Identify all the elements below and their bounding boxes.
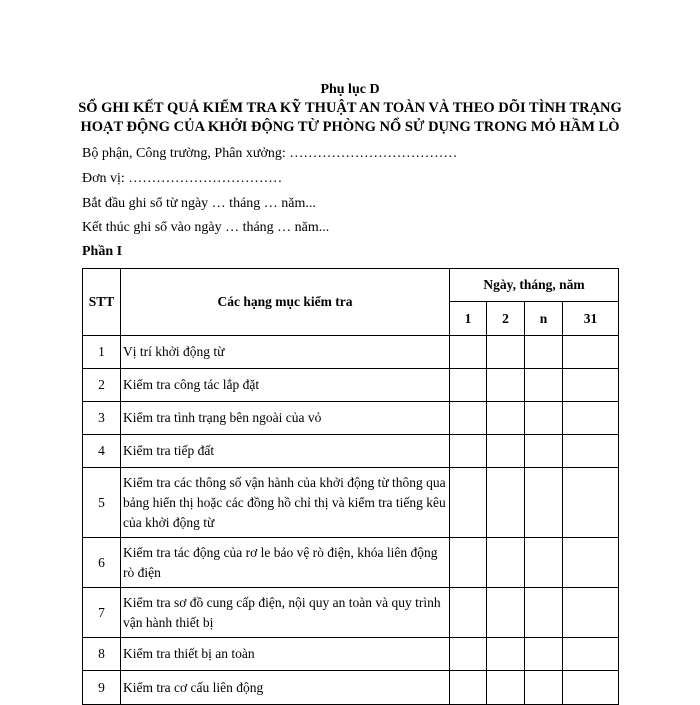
table-row — [83, 435, 619, 468]
table-row — [83, 336, 619, 369]
row-number: 2 — [83, 369, 121, 402]
check-cell[interactable] — [487, 638, 525, 671]
check-cell[interactable] — [450, 671, 487, 705]
table-row — [83, 671, 619, 705]
check-cell[interactable] — [563, 435, 619, 468]
check-cell[interactable] — [525, 435, 563, 468]
check-cell[interactable] — [563, 638, 619, 671]
header-day-31: 31 — [563, 302, 619, 336]
check-cell[interactable] — [525, 638, 563, 671]
title-line-1: SỔ GHI KẾT QUẢ KIỂM TRA KỸ THUẬT AN TOÀN VÀ THEO DÕI TÌNH TRẠNG — [78, 100, 622, 116]
table-row — [83, 588, 619, 638]
check-cell[interactable] — [525, 369, 563, 402]
row-item: Vị trí khởi động từ — [121, 336, 450, 369]
table-row — [83, 369, 619, 402]
row-number: 6 — [83, 538, 121, 588]
check-cell[interactable] — [450, 468, 487, 538]
appendix-label: Phụ lục D — [320, 82, 380, 97]
check-cell[interactable] — [563, 538, 619, 588]
row-item: Kiểm tra tiếp đất — [121, 435, 450, 468]
end-date-field: Kết thúc ghi sổ vào ngày … tháng … năm... — [82, 220, 330, 235]
check-cell[interactable] — [525, 336, 563, 369]
check-cell[interactable] — [563, 369, 619, 402]
check-cell[interactable] — [487, 402, 525, 435]
check-cell[interactable] — [450, 369, 487, 402]
section-heading: Phần I — [82, 244, 123, 259]
check-cell[interactable] — [487, 369, 525, 402]
row-item: Kiểm tra tình trạng bên ngoài của vỏ — [121, 402, 450, 435]
check-cell[interactable] — [563, 588, 619, 638]
row-number: 9 — [83, 671, 121, 705]
table-row — [83, 402, 619, 435]
check-cell[interactable] — [563, 468, 619, 538]
row-number: 7 — [83, 588, 121, 638]
table-row — [83, 538, 619, 588]
check-cell[interactable] — [487, 671, 525, 705]
check-cell[interactable] — [525, 402, 563, 435]
check-cell[interactable] — [563, 671, 619, 705]
row-item: Kiểm tra cơ cấu liên động — [121, 671, 450, 705]
row-number: 5 — [83, 468, 121, 538]
check-cell[interactable] — [487, 435, 525, 468]
header-stt: STT — [83, 269, 121, 336]
row-item: Kiểm tra sơ đồ cung cấp điện, nội quy an toàn và quy trình vận hành thiết bị — [121, 588, 450, 638]
start-date-field: Bắt đầu ghi sổ từ ngày … tháng … năm... — [82, 196, 316, 211]
check-cell[interactable] — [525, 671, 563, 705]
row-number: 4 — [83, 435, 121, 468]
header-day-2: 2 — [487, 302, 525, 336]
check-cell[interactable] — [450, 435, 487, 468]
check-cell[interactable] — [525, 468, 563, 538]
check-cell[interactable] — [450, 538, 487, 588]
header-date-group: Ngày, tháng, năm — [450, 269, 619, 302]
row-number: 3 — [83, 402, 121, 435]
document-title — [0, 99, 700, 137]
department-field: Bộ phận, Công trường, Phân xưởng: ……………………………… — [82, 146, 458, 161]
check-cell[interactable] — [487, 336, 525, 369]
row-number: 8 — [83, 638, 121, 671]
check-cell[interactable] — [450, 336, 487, 369]
title-line-2: HOẠT ĐỘNG CỦA KHỞI ĐỘNG TỪ PHÒNG NỔ SỬ DỤNG TRONG MỎ HẦM LÒ — [80, 119, 620, 135]
inspection-table — [82, 268, 619, 705]
check-cell[interactable] — [487, 538, 525, 588]
row-item: Kiểm tra công tác lắp đặt — [121, 369, 450, 402]
header-day-1: 1 — [450, 302, 487, 336]
check-cell[interactable] — [450, 402, 487, 435]
check-cell[interactable] — [563, 336, 619, 369]
unit-field: Đơn vị: …………………………… — [82, 171, 283, 186]
row-item: Kiểm tra tác động của rơ le bảo vệ rò điện, khóa liên động rò điện — [121, 538, 450, 588]
check-cell[interactable] — [525, 538, 563, 588]
header-items: Các hạng mục kiểm tra — [121, 269, 450, 336]
check-cell[interactable] — [450, 588, 487, 638]
check-cell[interactable] — [563, 402, 619, 435]
check-cell[interactable] — [525, 588, 563, 638]
row-number: 1 — [83, 336, 121, 369]
header-day-n: n — [525, 302, 563, 336]
row-item: Kiểm tra các thông số vận hành của khởi động từ thông qua bảng hiển thị hoặc các đồng hồ chỉ thị và kiểm tra tiếng kêu của khởi động từ — [121, 468, 450, 538]
row-item: Kiểm tra thiết bị an toàn — [121, 638, 450, 671]
table-row — [83, 468, 619, 538]
table-row — [83, 638, 619, 671]
check-cell[interactable] — [487, 468, 525, 538]
check-cell[interactable] — [450, 638, 487, 671]
check-cell[interactable] — [487, 588, 525, 638]
